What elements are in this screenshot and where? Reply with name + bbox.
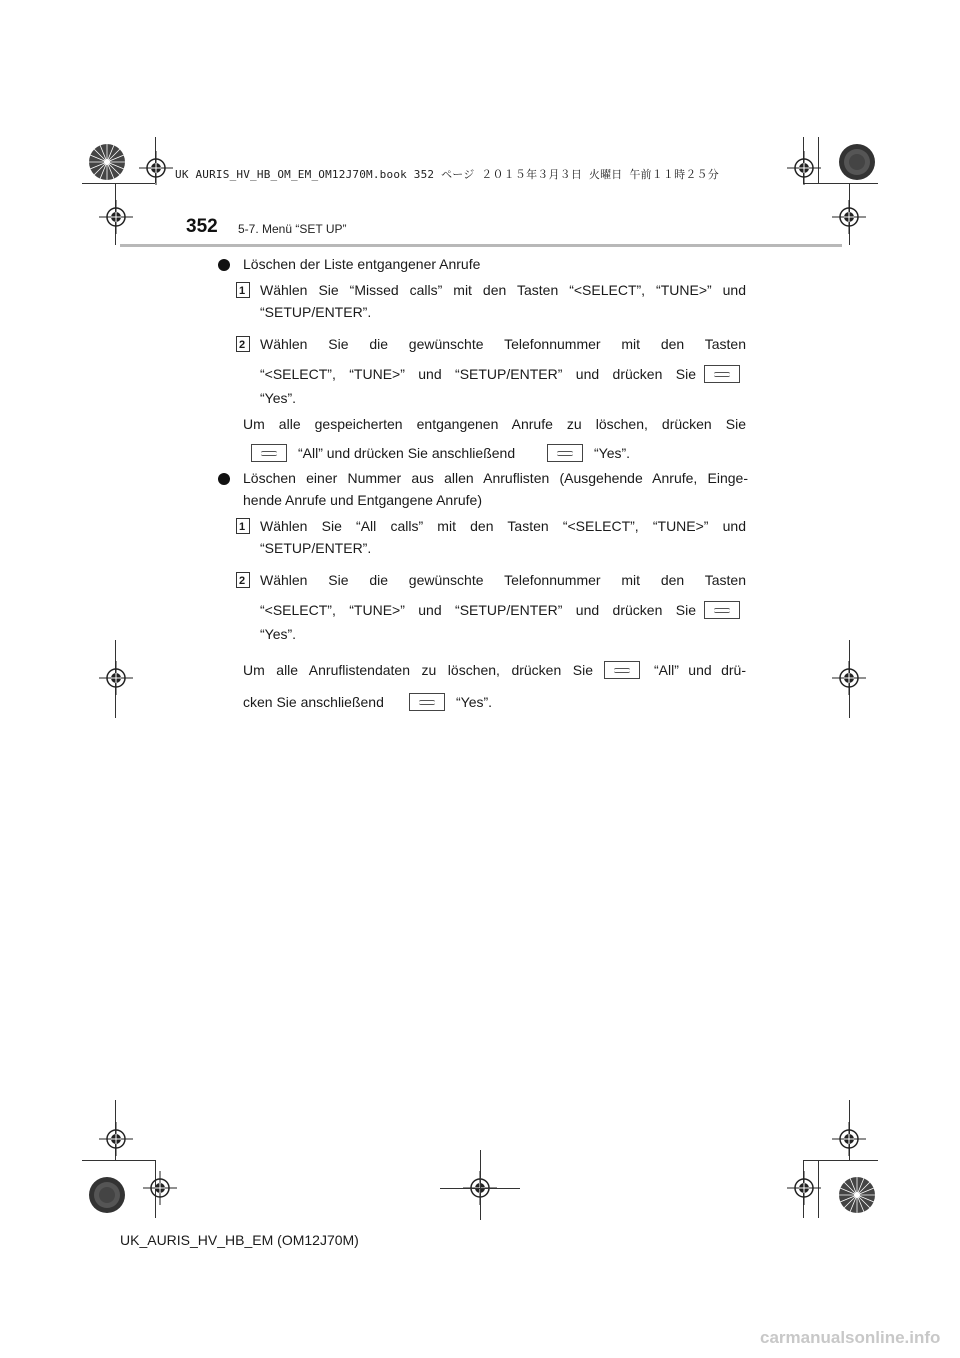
step-text: Wählen Sie die gewünschte Telefonnummer mit den Tasten — [260, 336, 746, 352]
header-rule — [120, 244, 842, 247]
print-info-line: UK AURIS_HV_HB_OM_EM_OM12J70M.book 352 ページ ２０１５年３月３日 火曜日 午前１１時２５分 — [175, 168, 719, 181]
step-text: “<SELECT”, “TUNE>” und “SETUP/ENTER” und drücken Sie — [260, 602, 696, 618]
bullet-title: hende Anrufe und Entgangene Anrufe) — [243, 492, 482, 508]
note-text: “Yes”. — [456, 694, 493, 710]
crosshair-registration-icon — [99, 200, 133, 234]
step-text: “<SELECT”, “TUNE>” und “SETUP/ENTER” und drücken Sie — [260, 366, 696, 382]
note-text: Um alle gespeicherten entgangenen Anrufe zu löschen, drücken Sie — [243, 416, 746, 432]
crosshair-registration-icon — [787, 1171, 821, 1205]
starburst-registration-icon — [88, 1176, 126, 1214]
starburst-registration-icon — [838, 1176, 876, 1214]
bullet-icon — [218, 259, 230, 271]
button-icon — [409, 693, 445, 711]
step-text: Wählen Sie “Missed calls” mit den Tasten “<SELECT”, “TUNE>” und — [260, 282, 746, 298]
starburst-registration-icon — [838, 143, 876, 181]
bottom-center-crop-vline — [480, 1150, 481, 1220]
step-text: “Yes”. — [260, 390, 297, 406]
button-icon — [704, 365, 740, 383]
step-number-badge: 2 — [236, 336, 250, 352]
button-icon — [547, 444, 583, 462]
bullet-title: Löschen einer Nummer aus allen Anruflisten (Ausgehende Anrufe, Einge- — [243, 470, 748, 486]
crosshair-registration-icon — [787, 151, 821, 185]
button-icon — [251, 444, 287, 462]
step-text: “SETUP/ENTER”. — [260, 304, 372, 320]
bullet-icon — [218, 473, 230, 485]
bullet-title: Löschen der Liste entgangener Anrufe — [243, 256, 481, 272]
step-text: “Yes”. — [260, 626, 297, 642]
step-text: “SETUP/ENTER”. — [260, 540, 372, 556]
step-text: Wählen Sie “All calls” mit den Tasten “<SELECT”, “TUNE>” und — [260, 518, 746, 534]
crosshair-registration-icon — [143, 1171, 177, 1205]
step-number-badge: 2 — [236, 572, 250, 588]
crosshair-registration-icon — [832, 1122, 866, 1156]
crosshair-registration-icon — [139, 151, 173, 185]
step-text: Wählen Sie die gewünschte Telefonnummer mit den Tasten — [260, 572, 746, 588]
crosshair-registration-icon — [99, 661, 133, 695]
step-number-badge: 1 — [236, 518, 250, 534]
model-code-footer: UK_AURIS_HV_HB_EM (OM12J70M) — [120, 1232, 359, 1248]
starburst-registration-icon — [88, 143, 126, 181]
note-text: “Yes”. — [594, 445, 631, 461]
crosshair-registration-icon — [832, 200, 866, 234]
watermark: carmanualsonline.info — [760, 1328, 941, 1347]
step-number-badge: 1 — [236, 282, 250, 298]
crosshair-registration-icon — [832, 661, 866, 695]
page-number: 352 — [186, 216, 218, 237]
section-title: 5-7. Menü “SET UP” — [238, 222, 347, 236]
crosshair-registration-icon — [99, 1122, 133, 1156]
note-text: Um alle Anruflistendaten zu löschen, drücken Sie — [243, 662, 593, 678]
note-text: “All” und drücken Sie anschließend — [298, 445, 516, 461]
note-text: cken Sie anschließend — [243, 694, 384, 710]
button-icon — [704, 601, 740, 619]
button-icon — [604, 661, 640, 679]
note-text: “All” und drü- — [654, 662, 746, 678]
